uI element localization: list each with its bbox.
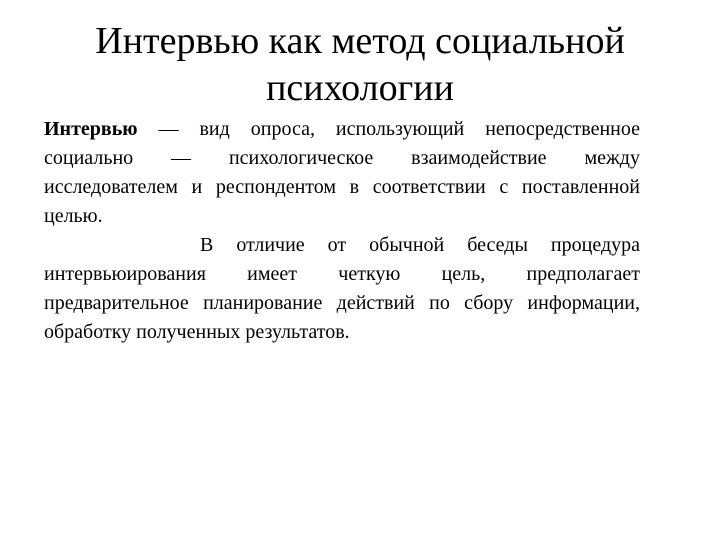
slide-title-line-2: психологии: [266, 67, 454, 109]
definition-text: — вид опроса, использующий непосредственное социально — психологическое взаимодействие между исследователем и респондентом в соответствии с поставленной целью.: [44, 118, 640, 227]
slide-title: [60, 18, 660, 112]
defined-term: Интервью: [44, 118, 138, 140]
slide-title-line-1: Интервью как метод социальной: [95, 20, 625, 62]
slide-body: [44, 115, 640, 347]
comparison-paragraph: В отличие от обычной беседы процедура интервьюирования имеет четкую цель, предполагает предварительное планирование действий по сбору информации, обработку полученных результатов.: [44, 234, 640, 343]
definition-paragraph: [44, 115, 640, 231]
